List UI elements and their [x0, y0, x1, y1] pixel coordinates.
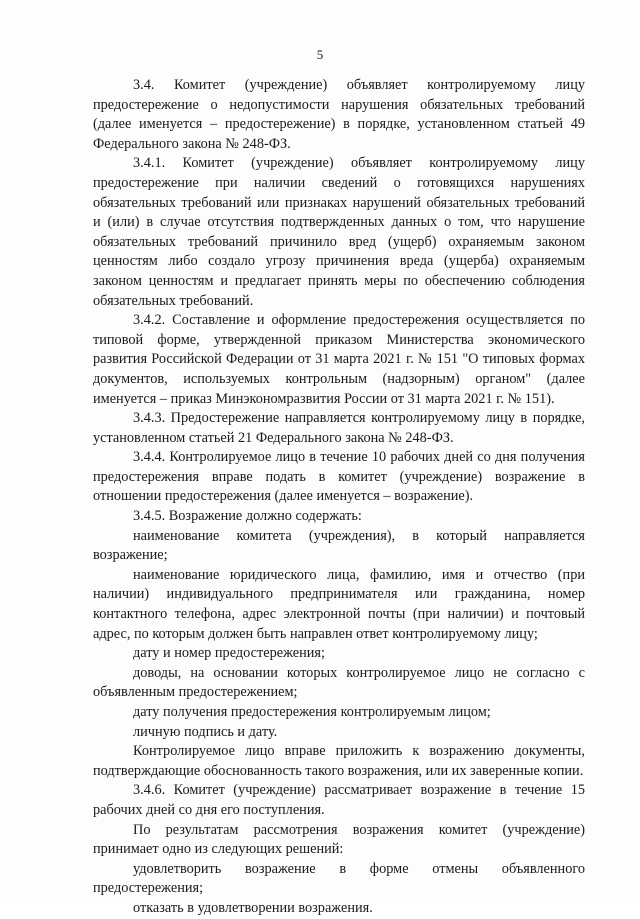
list-item-committee-name: наименование комитета (учреждения), в который направляется возражение;	[93, 527, 585, 564]
page-number: 5	[316, 47, 324, 62]
list-item-arguments: доводы, на основании которых контролируемое лицо не согласно с объявленным предостережением;	[93, 664, 585, 701]
list-item-refuse-objection: отказать в удовлетворении возражения.	[133, 899, 373, 916]
list-item-warning-date-number: дату и номер предостережения;	[133, 645, 325, 662]
paragraph-3-4-2: 3.4.2. Составление и оформление предостережения осуществляется по типовой форме, утвержденной приказом Министерства экономического развития Российской Федерации от 31 марта 2021 г. № 151 "О типовых формах документов, используемых контрольным (надзорным) органом" (далее именуется – приказ Минэкономразвития России от 31 марта 2021 г. № 151).	[93, 312, 585, 407]
paragraph-decisions-intro: По результатам рассмотрения возражения комитет (учреждение) принимает одно из следующих решений:	[93, 821, 585, 858]
list-item-signature: личную подпись и дату.	[133, 723, 278, 740]
list-item-receipt-date: дату получения предостережения контролируемым лицом;	[133, 704, 491, 720]
paragraph-3-4-6: 3.4.6. Комитет (учреждение) рассматривает возражение в течение 15 рабочих дней со дня его поступления.	[93, 782, 585, 818]
document-body	[93, 76, 585, 919]
paragraph-3-4-1: 3.4.1. Комитет (учреждение) объявляет контролируемому лицу предостережение при наличии сведений о готовящихся нарушениях обязательных требований или признаках нарушений обязательных требований и (или) в случае отсутствия подтвержденных данных о том, что нарушение обязательных требований причинило вред (ущерб) охраняемым законом ценностям либо создало угрозу причинения вреда (ущерба) охраняемым законом ценностям и предлагает принять меры по обеспечению соблюдения обязательных требований.	[93, 155, 585, 309]
paragraph-3-4-4: 3.4.4. Контролируемое лицо в течение 10 рабочих дней со дня получения предостережения вправе подать в комитет (учреждение) возражение в отношении предостережения (далее именуется – возражение).	[93, 449, 585, 505]
list-item-applicant-details: наименование юридического лица, фамилию, имя и отчество (при наличии) индивидуального предпринимателя или гражданина, номер контактного телефона, адрес электронной почты (при наличии) и почтовый адрес, по которым должен быть направлен ответ контролируемому лицу;	[93, 566, 585, 642]
paragraph-3-4-5: 3.4.5. Возражение должно содержать:	[133, 508, 362, 525]
paragraph-3-4-3: 3.4.3. Предостережение направляется контролируемому лицу в порядке, установленном статьей 21 Федерального закона № 248-ФЗ.	[93, 410, 585, 446]
paragraph-attachments: Контролируемое лицо вправе приложить к возражению документы, подтверждающие обоснованность такого возражения, или их заверенные копии.	[93, 743, 585, 779]
paragraph-3-4: 3.4. Комитет (учреждение) объявляет контролируемому лицу предостережение о недопустимости нарушения обязательных требований (далее именуется – предостережение) в порядке, установленном статьей 49 Федерального закона № 248-ФЗ.	[93, 77, 585, 152]
list-item-satisfy-objection: удовлетворить возражение в форме отмены объявленного предостережения;	[93, 860, 585, 897]
